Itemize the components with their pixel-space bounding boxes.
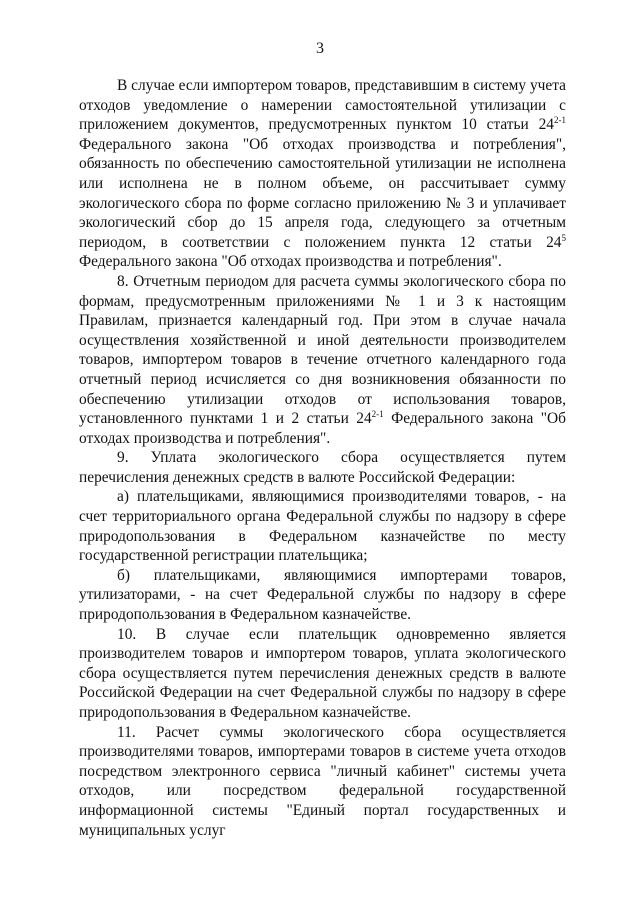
paragraph-import-utilization bbox=[79, 76, 566, 272]
paragraph-9-b bbox=[79, 566, 566, 625]
page-number: 3 bbox=[316, 40, 324, 57]
paragraph-text: Отчетным периодом для расчета суммы экологического сбора по формам, предусмотренным приложениями № 1 и 3 к настоящим Правилам, признается календарный год. При этом в случае начала осуществления хозяйственной и иной деятельности производителем товаров, импортером товаров в течение отчетного календарного года отчетный период исчисляется со дня возникновения обязанности по обеспечению утилизации отходов от использования товаров, установленного пунктами 1 и 2 статьи 24 bbox=[79, 272, 566, 428]
paragraph-8 bbox=[79, 272, 566, 448]
paragraph-text: Расчет суммы экологического сбора осуществляется производителями товаров, импортерами товаров в системе учета отходов посредством электронного сервиса "личный кабинет" системы учета отходов, или посредством федеральной государственной информационной системы "Единый портал государственных и муниципальных услуг bbox=[79, 723, 566, 839]
paragraph-number: 11. bbox=[117, 723, 136, 741]
superscript: 2-1 bbox=[371, 408, 384, 419]
paragraph-9-a bbox=[79, 487, 566, 565]
superscript: 2-1 bbox=[554, 115, 566, 126]
paragraph-text: В случае если плательщик одновременно является производителем товаров и импортером товаров, уплата экологического сбора осуществляется путем перечисления денежных средств в валюте Российской Федерации на счет Федеральной службы по надзору в сфере природопользования в Федеральном казначействе. bbox=[79, 625, 566, 721]
paragraph-number: 8. bbox=[117, 272, 129, 290]
document-body bbox=[79, 76, 566, 840]
subparagraph-label: а) bbox=[117, 488, 129, 506]
paragraph-11 bbox=[79, 723, 566, 841]
paragraph-text: Уплата экологического сбора осуществляется путем перечисления денежных средств в валюте Российской Федерации: bbox=[79, 449, 566, 486]
paragraph-text: Федерального закона "Об отходах производства и потребления". bbox=[79, 253, 502, 271]
paragraph-number: 9. bbox=[117, 449, 129, 467]
superscript: 5 bbox=[561, 232, 566, 243]
subparagraph-label: б) bbox=[117, 566, 130, 584]
paragraph-text: плательщиками, являющимися импортерами товаров, утилизаторами, - на счет Федеральной службы по надзору в сфере природопользования в Федеральном казначействе. bbox=[79, 566, 566, 624]
paragraph-number: 10. bbox=[117, 625, 137, 643]
paragraph-10 bbox=[79, 625, 566, 723]
paragraph-9 bbox=[79, 448, 566, 487]
paragraph-text: Федерального закона "Об отходах производства и потребления". bbox=[79, 410, 566, 447]
paragraph-text: Федерального закона "Об отходах производства и потребления", обязанность по обеспечению самостоятельной утилизации не исполнена или исполнена не в полном объеме, он рассчитывает сумму экологического сбора по форме согласно приложению № 3 и уплачивает экологический сбор до 15 апреля года, следующего за отчетным периодом, в соответствии с положением пункта 12 статьи 24 bbox=[79, 135, 566, 251]
paragraph-text: плательщиками, являющимися производителями товаров, - на счет территориального органа Федеральной службы по надзору в сфере природопользования в Федеральном казначействе по месту государственной регистрации плательщика; bbox=[79, 488, 566, 565]
paragraph-text: В случае если импортером товаров, представившим в систему учета отходов уведомление о намерении самостоятельной утилизации с приложением документов, предусмотренных пунктом 10 статьи 24 bbox=[79, 77, 566, 134]
